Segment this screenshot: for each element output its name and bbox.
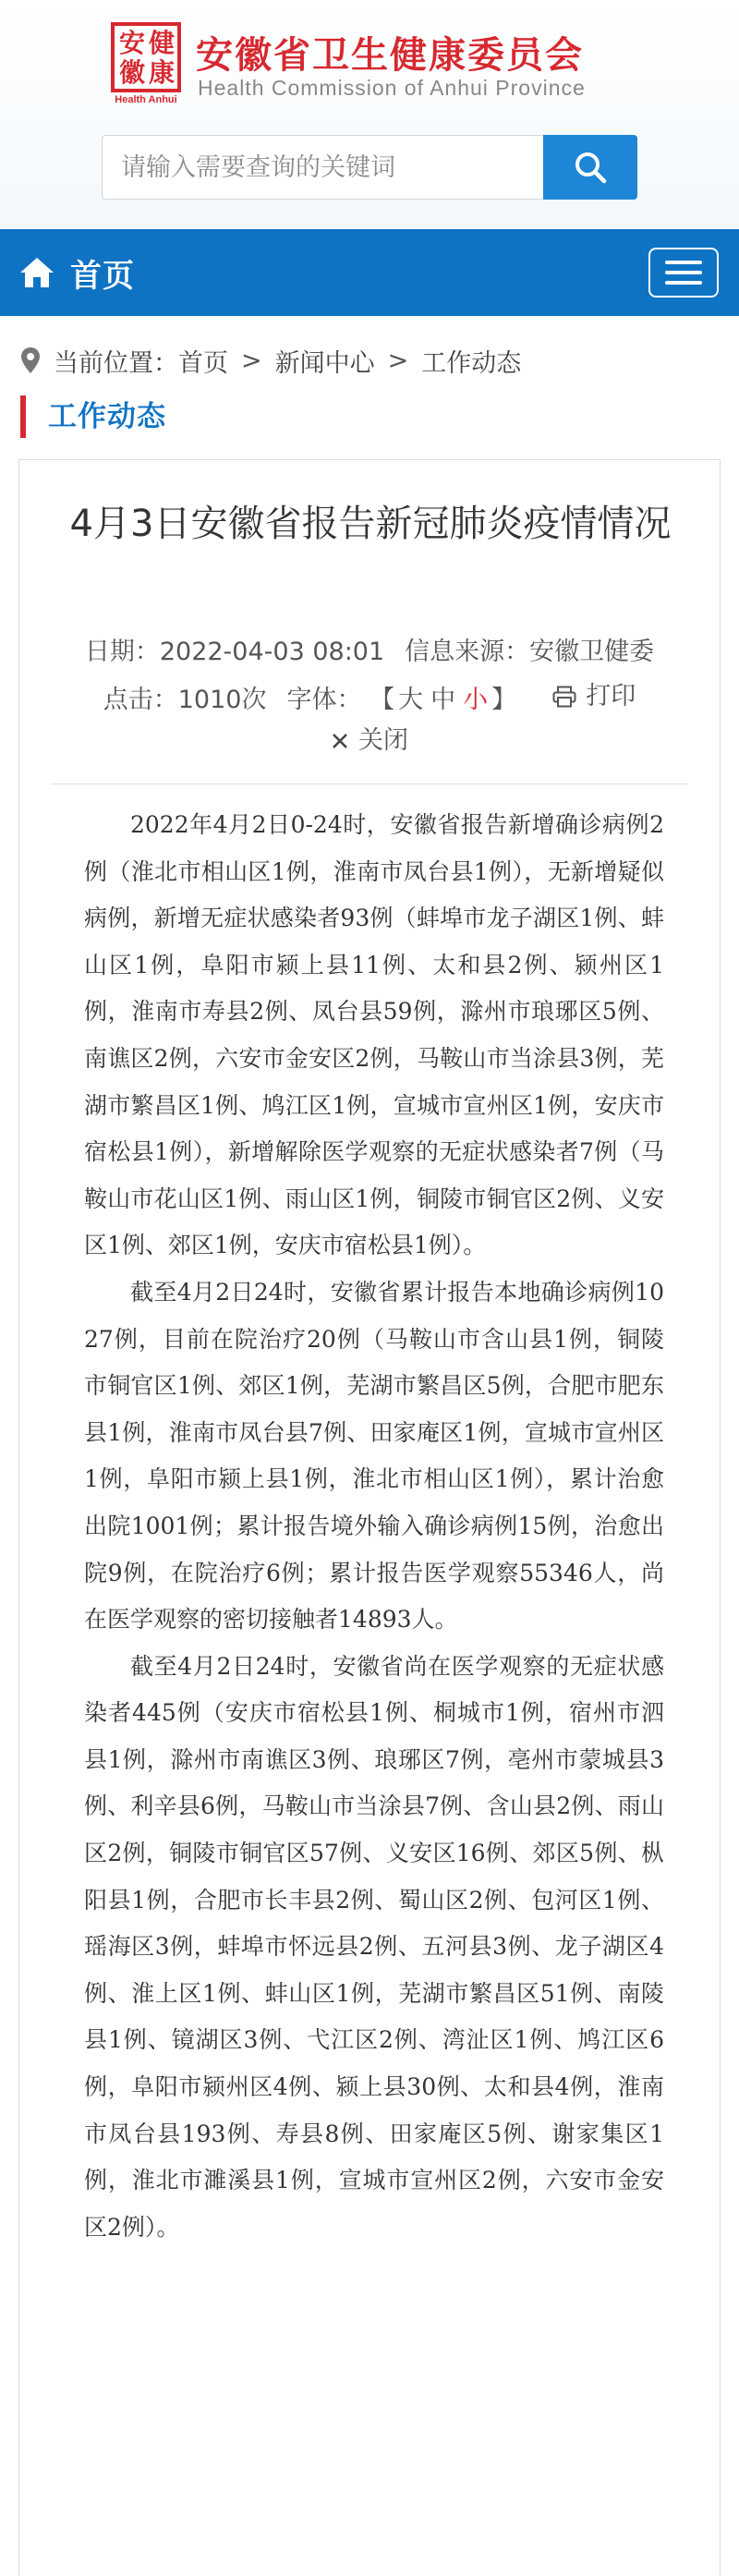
breadcrumb-separator: > (387, 346, 409, 375)
font-large-button[interactable]: 大 (398, 686, 424, 714)
hamburger-menu-icon (665, 281, 702, 285)
fontsize-label: 字体： (286, 686, 362, 714)
home-icon (18, 255, 55, 290)
breadcrumb-item-news-center[interactable]: 新闻中心 (274, 348, 375, 378)
home-label: 首页 (70, 257, 135, 295)
source-label: 信息来源： (405, 638, 530, 666)
home-link[interactable] (18, 229, 135, 316)
print-label: 打印 (586, 682, 636, 711)
breadcrumb-prefix: 当前位置： (54, 348, 178, 378)
article-card (18, 459, 721, 2576)
search-input[interactable] (102, 135, 543, 200)
site-subtitle: Health Commission of Anhui Province (198, 76, 586, 100)
breadcrumb (20, 342, 521, 379)
logo-emblem-icon (111, 22, 181, 92)
article-paragraph: 截至4月2日24时，安徽省累计报告本地确诊病例1027例，目前在院治疗20例（马鞍山市含山县1例，铜陵市铜官区1例、郊区1例，芜湖市繁昌区5例，合肥市肥东县1例，淮南市凤台县7例、田家庵区1例，宣城市宣州区1例，阜阳市颍上县1例，淮北市相山区1例），累计治愈出院1001例；累计报告境外输入确诊病例15例，治愈出院9例，在院治疗6例；累计报告医学观察55346人，尚在医学观察的密切接触者14893人。 (84, 1278, 664, 1634)
article-paragraph: 截至4月2日24时，安徽省尚在医学观察的无症状感染者445例（安庆市宿松县1例、桐城市1例，宿州市泗县1例，滁州市南谯区3例、琅琊区7例，亳州市蒙城县3例、利辛县6例，马鞍山市当涂县7例、含山县2例、雨山区2例，铜陵市铜官区57例、义安区16例、郊区5例、枞阳县1例，合肥市长丰县2例、蜀山区2例、包河区1例、瑶海区3例，蚌埠市怀远县2例、五河县3例、龙子湖区4例、淮上区1例、蚌山区1例，芜湖市繁昌区51例、南陵县1例、镜湖区3例、弋江区2例、湾沚区1例、鸠江区6例，阜阳市颍州区4例、颍上县30例、太和县4例，淮南市凤台县193例、寿县8例、田家庵区5例、谢家集区1例，淮北市濉溪县1例，宣城市宣州区2例，六安市金安区2例）。 (84, 1652, 664, 2241)
emblem-char: 安 (118, 28, 145, 58)
article-paragraph: 2022年4月2日0-24时，安徽省报告新增确诊病例2例（淮北市相山区1例，淮南市凤台县1例），无新增疑似病例，新增无症状感染者93例（蚌埠市龙子湖区1例、蚌山区1例，阜阳市颍上县11例、太和县2例、颍州区1例，淮南市寿县2例、凤台县59例，滁州市琅琊区5例、南谯区2例，六安市金安区2例，马鞍山市当涂县3例，芜湖市繁昌区1例、鸠江区1例，宣城市宣州区1例，安庆市宿松县1例），新增解除医学观察的无症状感染者7例（马鞍山市花山区1例、雨山区1例，铜陵市铜官区2例、义安区1例、郊区1例，安庆市宿松县1例）。 (84, 811, 664, 1259)
view-count: 1010次 (177, 686, 267, 714)
menu-button[interactable] (648, 248, 719, 298)
close-icon (331, 732, 349, 750)
breadcrumb-separator: > (241, 346, 262, 375)
printer-icon (552, 686, 576, 708)
site-title[interactable]: 安徽省卫生健康委员会 (196, 34, 584, 77)
bracket-close: 】 (491, 686, 517, 714)
emblem-char: 健 (148, 28, 175, 58)
article-date: 2022-04-03 08:01 (159, 638, 385, 666)
main-navbar (0, 229, 739, 316)
search-button[interactable] (543, 135, 637, 200)
site-logo[interactable] (111, 22, 181, 111)
font-medium-button[interactable]: 中 (430, 686, 456, 714)
logo-subtext: Health Anhui (115, 94, 177, 105)
search-icon (572, 149, 609, 186)
font-small-button[interactable]: 小 (463, 686, 489, 714)
print-button[interactable] (552, 678, 636, 715)
hamburger-menu-icon (665, 261, 702, 264)
close-button[interactable] (331, 723, 408, 759)
article-source: 安徽卫健委 (529, 638, 655, 666)
emblem-char: 康 (148, 57, 175, 88)
emblem-char: 徽 (118, 57, 145, 88)
breadcrumb-item-home[interactable]: 首页 (178, 348, 228, 378)
article-close-line (19, 723, 720, 759)
section-accent-bar (20, 395, 26, 438)
hamburger-menu-icon (665, 271, 702, 274)
section-title: 工作动态 (48, 400, 166, 433)
location-pin-icon (20, 346, 41, 374)
breadcrumb-item-work-updates[interactable]: 工作动态 (421, 348, 522, 378)
article-title: 4月3日安徽省报告新冠肺炎疫情情况 (69, 503, 672, 545)
article-tools-line (19, 678, 720, 715)
article-body (84, 802, 664, 2251)
site-header (0, 0, 739, 229)
date-label: 日期： (84, 638, 160, 666)
bracket-open: 【 (370, 686, 395, 714)
article-meta-line (19, 634, 720, 671)
close-label: 关闭 (358, 726, 408, 755)
views-label: 点击： (103, 686, 178, 714)
